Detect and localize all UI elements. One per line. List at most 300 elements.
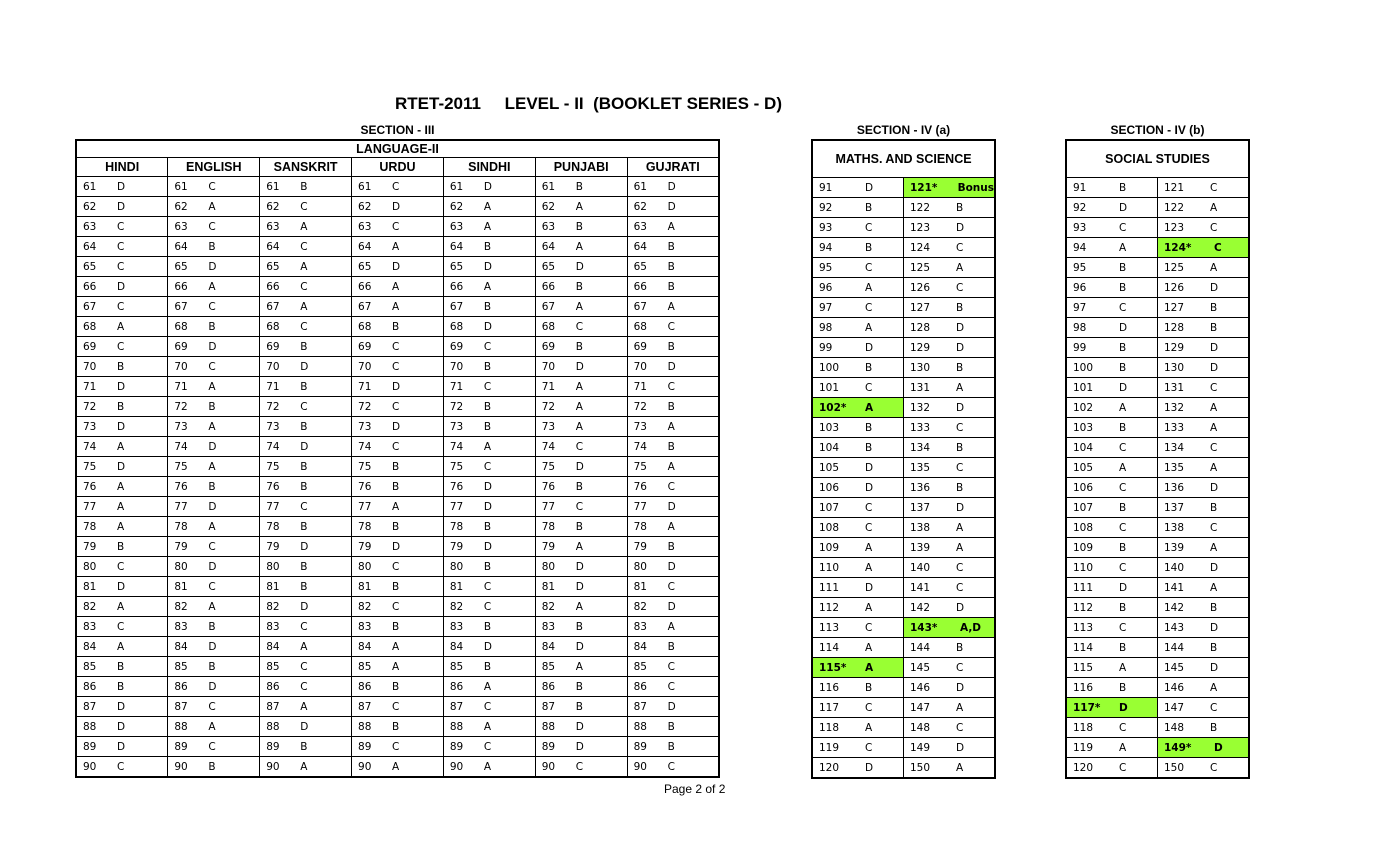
answer-key: A [483,760,492,773]
answer-key: D [575,720,584,733]
answer-key: D [575,580,584,593]
question-number: 86 [541,680,556,693]
answer-cell [812,598,904,618]
question-number: 62 [541,200,556,213]
question-number: 85 [633,660,647,673]
answer-cell [443,657,535,677]
answer-key: B [300,520,308,533]
question-number: 67 [266,300,280,313]
answer-key: B [300,580,308,593]
answer-cell [535,757,627,778]
question-number: 109 [819,541,840,554]
answer-cell [904,598,996,618]
answer-cell [1066,338,1158,358]
table-row [1066,598,1249,618]
answer-key: B [956,481,964,494]
answer-cell [1158,478,1250,498]
answer-key: D [208,440,217,453]
answer-cell [627,577,719,597]
answer-cell [260,497,352,517]
question-number: 149 [910,741,931,754]
answer-key: B [865,361,873,374]
table-row [1066,438,1249,458]
question-number: 145 [1164,661,1185,674]
question-number: 70 [633,360,647,373]
question-number: 83 [449,620,464,633]
answer-key: A [392,660,400,673]
answer-key: C [483,460,492,473]
table-row [76,617,719,637]
answer-key: C [483,740,492,753]
question-number: 84 [266,640,280,653]
question-number: 91 [819,181,833,194]
answer-key: C [483,380,492,393]
question-number: 141 [1164,581,1185,594]
answer-key: B [208,620,216,633]
answer-cell [168,297,260,317]
question-number: 67 [449,300,464,313]
question-number: 74 [174,440,188,453]
question-number: 125 [1164,261,1185,274]
answer-key: C [392,600,400,613]
answer-key: D [117,380,126,393]
table-row [1066,758,1249,779]
question-number: 66 [174,280,188,293]
answer-cell [1158,238,1250,258]
question-number: 148 [1164,721,1185,734]
question-number: 130 [1164,361,1185,374]
answer-cell [168,557,260,577]
answer-key: A [117,480,125,493]
answer-cell [1066,238,1158,258]
question-number: 129 [1164,341,1185,354]
answer-cell [1158,738,1250,758]
answer-cell [627,217,719,237]
question-number: 117 [819,701,840,714]
answer-key: C [483,580,492,593]
answer-cell [812,498,904,518]
answer-cell [812,538,904,558]
answer-cell [627,317,719,337]
table-row [1066,698,1249,718]
answer-key: B [1119,261,1127,274]
answer-cell [904,678,996,698]
answer-key: B [208,760,216,773]
question-number: 69 [266,340,280,353]
answer-cell [168,697,260,717]
question-number: 82 [174,600,188,613]
answer-cell [812,438,904,458]
answer-key: A [208,460,216,473]
table-row [1066,478,1249,498]
answer-cell [535,697,627,717]
answer-key: D [117,200,126,213]
answer-key: C [392,440,400,453]
answer-key: A [667,520,675,533]
answer-cell [812,198,904,218]
answer-cell [260,197,352,217]
answer-cell [76,437,168,457]
answer-cell [1066,518,1158,538]
answer-key: A [483,200,492,213]
answer-cell [1158,338,1250,358]
answer-cell [168,257,260,277]
question-number: 64 [83,240,97,253]
answer-key: D [483,640,492,653]
answer-cell [535,217,627,237]
answer-cell [904,178,996,198]
answer-key: B [483,240,492,253]
question-number: 65 [633,260,647,273]
answer-key: B [956,361,964,374]
answer-key: A [667,300,675,313]
answer-cell [168,437,260,457]
answer-cell [260,297,352,317]
answer-cell [904,438,996,458]
answer-cell [352,637,444,657]
question-number: 89 [358,740,372,753]
answer-cell [168,637,260,657]
question-number: 106 [819,481,840,494]
answer-cell [352,357,444,377]
question-number: 63 [174,220,188,233]
page-footer: Page 2 of 2 [664,782,726,796]
question-number: 70 [266,360,280,373]
answer-key: D [667,360,676,373]
answer-cell [76,497,168,517]
answer-cell [76,277,168,297]
answer-key: C [865,261,873,274]
answer-cell [76,537,168,557]
question-number: 81 [541,580,556,593]
answer-key: C [1210,701,1218,714]
answer-key: C [1210,441,1218,454]
answer-cell [627,637,719,657]
answer-key: D [1119,321,1128,334]
answer-cell [443,437,535,457]
answer-cell [535,537,627,557]
table-row [76,597,719,617]
answer-cell [535,477,627,497]
answer-cell [76,237,168,257]
answer-key: C [117,300,125,313]
table-row [76,437,719,457]
table-row [1066,178,1249,198]
answer-key: A [117,520,125,533]
answer-cell [1158,398,1250,418]
question-number: 70 [541,360,556,373]
answer-key: D [1119,381,1128,394]
question-number: 121 [1164,181,1185,194]
question-number: 68 [541,320,556,333]
question-number: 103 [1073,421,1094,434]
question-number: 72 [266,400,280,413]
answer-key: B [300,740,308,753]
answer-cell [443,217,535,237]
table-row [76,197,719,217]
table-row [1066,558,1249,578]
answer-key: D [117,720,126,733]
answer-key: D [575,740,584,753]
question-number: 78 [174,520,188,533]
table-row [76,477,719,497]
table-row [812,658,995,678]
question-number: 68 [449,320,464,333]
question-number: 76 [174,480,188,493]
answer-key: B [483,620,492,633]
answer-key: A [392,500,400,513]
answer-cell [260,417,352,437]
answer-key: B [575,280,583,293]
table-row [76,217,719,237]
question-number: 84 [358,640,372,653]
answer-cell [1158,298,1250,318]
answer-key: C [208,580,216,593]
answer-key: D [300,360,309,373]
table-row [1066,618,1249,638]
answer-cell [627,177,719,197]
answer-key: A [117,600,125,613]
question-number: 88 [266,720,280,733]
answer-cell [260,337,352,357]
answer-key: D [667,200,676,213]
answer-cell [1158,418,1250,438]
question-number: 76 [541,480,556,493]
answer-key: A [865,641,873,654]
question-number: 79 [358,540,372,553]
section-4a-heading: SECTION - IV (a) [856,123,951,137]
answer-cell [168,537,260,557]
answer-key: B [865,681,873,694]
table-row [1066,398,1249,418]
question-number: 138 [910,521,931,534]
answer-cell [1158,578,1250,598]
answer-cell [1066,438,1158,458]
answer-cell [812,638,904,658]
question-number: 94 [1073,241,1087,254]
answer-cell [168,577,260,597]
answer-key: D [117,700,126,713]
answer-cell [535,337,627,357]
question-number: 93 [819,221,833,234]
answer-cell [76,737,168,757]
question-number: 113 [1073,621,1094,634]
answer-cell [1066,418,1158,438]
answer-cell [76,337,168,357]
answer-key: D [865,341,874,354]
table-row [812,458,995,478]
table-row [76,577,719,597]
answer-key: D [208,560,217,573]
answer-key: D [956,601,965,614]
answer-key: D [667,560,676,573]
question-number: 144 [910,641,931,654]
question-number: 140 [1164,561,1185,574]
answer-cell [1158,638,1250,658]
answer-key: B [1210,501,1218,514]
answer-cell [627,417,719,437]
answer-cell [535,377,627,397]
answer-key: B [667,340,675,353]
table-row [812,618,995,638]
answer-cell [76,517,168,537]
answer-key: B [1210,301,1218,314]
question-number: 72 [83,400,97,413]
answer-key: A [667,220,675,233]
question-number: 96 [1073,281,1087,294]
answer-key: D [575,260,584,273]
question-number: 100 [819,361,840,374]
question-number: 89 [633,740,647,753]
question-number: 78 [83,520,97,533]
question-number: 73 [174,420,188,433]
answer-key: C [667,380,675,393]
answer-cell [1066,638,1158,658]
answer-cell [1158,718,1250,738]
answer-key: A [1210,461,1218,474]
answer-cell [76,477,168,497]
answer-key: A [483,720,492,733]
answer-cell [168,377,260,397]
answer-cell [1158,438,1250,458]
question-number: 133 [1164,421,1185,434]
question-number: 81 [358,580,372,593]
answer-key: C [575,440,584,453]
answer-cell [627,617,719,637]
question-number: 68 [358,320,372,333]
question-number: 134 [910,441,931,454]
answer-key: D [300,600,309,613]
answer-cell [260,397,352,417]
question-number: 63 [541,220,556,233]
table-row [812,758,995,779]
answer-key: C [667,320,675,333]
question-number: 90 [83,760,97,773]
question-number: 79 [449,540,464,553]
question-number: 75 [83,460,97,473]
question-number: 71 [83,380,97,393]
question-number: 64 [266,240,280,253]
answer-key: A [1210,261,1218,274]
answer-key: D [117,580,126,593]
answer-key: C [575,500,584,513]
question-number: 73 [541,420,556,433]
question-number: 83 [633,620,647,633]
table-row [76,657,719,677]
answer-key: C [575,760,584,773]
answer-cell [443,557,535,577]
language-answer-table [75,139,720,778]
question-number: 66 [83,280,97,293]
question-number: 86 [174,680,188,693]
question-number: 120 [1073,761,1094,774]
question-number: 107 [819,501,840,514]
question-number: 67 [174,300,188,313]
answer-key: C [300,500,308,513]
answer-cell [1158,198,1250,218]
answer-cell [812,558,904,578]
table-row [1066,338,1249,358]
question-number: 83 [358,620,372,633]
answer-key: B [208,400,216,413]
answer-key: B [483,560,492,573]
answer-key: B [117,360,125,373]
answer-cell [1158,698,1250,718]
answer-key: D [483,500,492,513]
answer-key: C [208,540,216,553]
answer-cell [627,277,719,297]
answer-cell [1066,598,1158,618]
answer-cell [535,357,627,377]
question-number: 79 [541,540,556,553]
answer-key: A,D [960,621,982,634]
question-number: 64 [449,240,464,253]
table-row [812,718,995,738]
answer-key: C [956,461,964,474]
question-number: 114 [1073,641,1094,654]
question-number: 73 [266,420,280,433]
answer-key: C [392,400,400,413]
answer-cell [812,258,904,278]
answer-key: A [392,300,400,313]
question-number: 125 [910,261,931,274]
table-row [812,378,995,398]
answer-key: A [575,380,583,393]
question-number: 127 [910,301,931,314]
answer-cell [352,317,444,337]
table-row [76,297,719,317]
answer-key: A [117,500,125,513]
answer-cell [535,657,627,677]
question-number: 61 [541,180,556,193]
question-number: 95 [1073,261,1087,274]
question-number: 64 [174,240,188,253]
answer-cell [352,597,444,617]
answer-key: C [1214,241,1222,254]
answer-cell [627,297,719,317]
answer-cell [812,378,904,398]
answer-key: A [1119,241,1127,254]
answer-cell [627,697,719,717]
question-number: 117* [1073,701,1101,714]
question-number: 72 [541,400,556,413]
answer-key: D [208,340,217,353]
answer-cell [352,397,444,417]
question-number: 66 [633,280,647,293]
answer-key: C [865,501,873,514]
answer-cell [76,717,168,737]
answer-key: A [956,761,964,774]
answer-key: B [575,620,583,633]
question-number: 105 [819,461,840,474]
answer-key: D [667,180,676,193]
question-number: 66 [449,280,464,293]
answer-key: B [300,560,308,573]
language-column-header: SINDHI [443,158,535,177]
answer-cell [352,517,444,537]
answer-cell [76,577,168,597]
answer-key: B [667,280,675,293]
answer-cell [352,677,444,697]
table-row [1066,518,1249,538]
answer-cell [812,218,904,238]
question-number: 91 [1073,181,1087,194]
answer-key: B [300,340,308,353]
answer-key: C [1119,481,1127,494]
answer-key: B [667,260,675,273]
answer-cell [443,417,535,437]
answer-cell [76,397,168,417]
